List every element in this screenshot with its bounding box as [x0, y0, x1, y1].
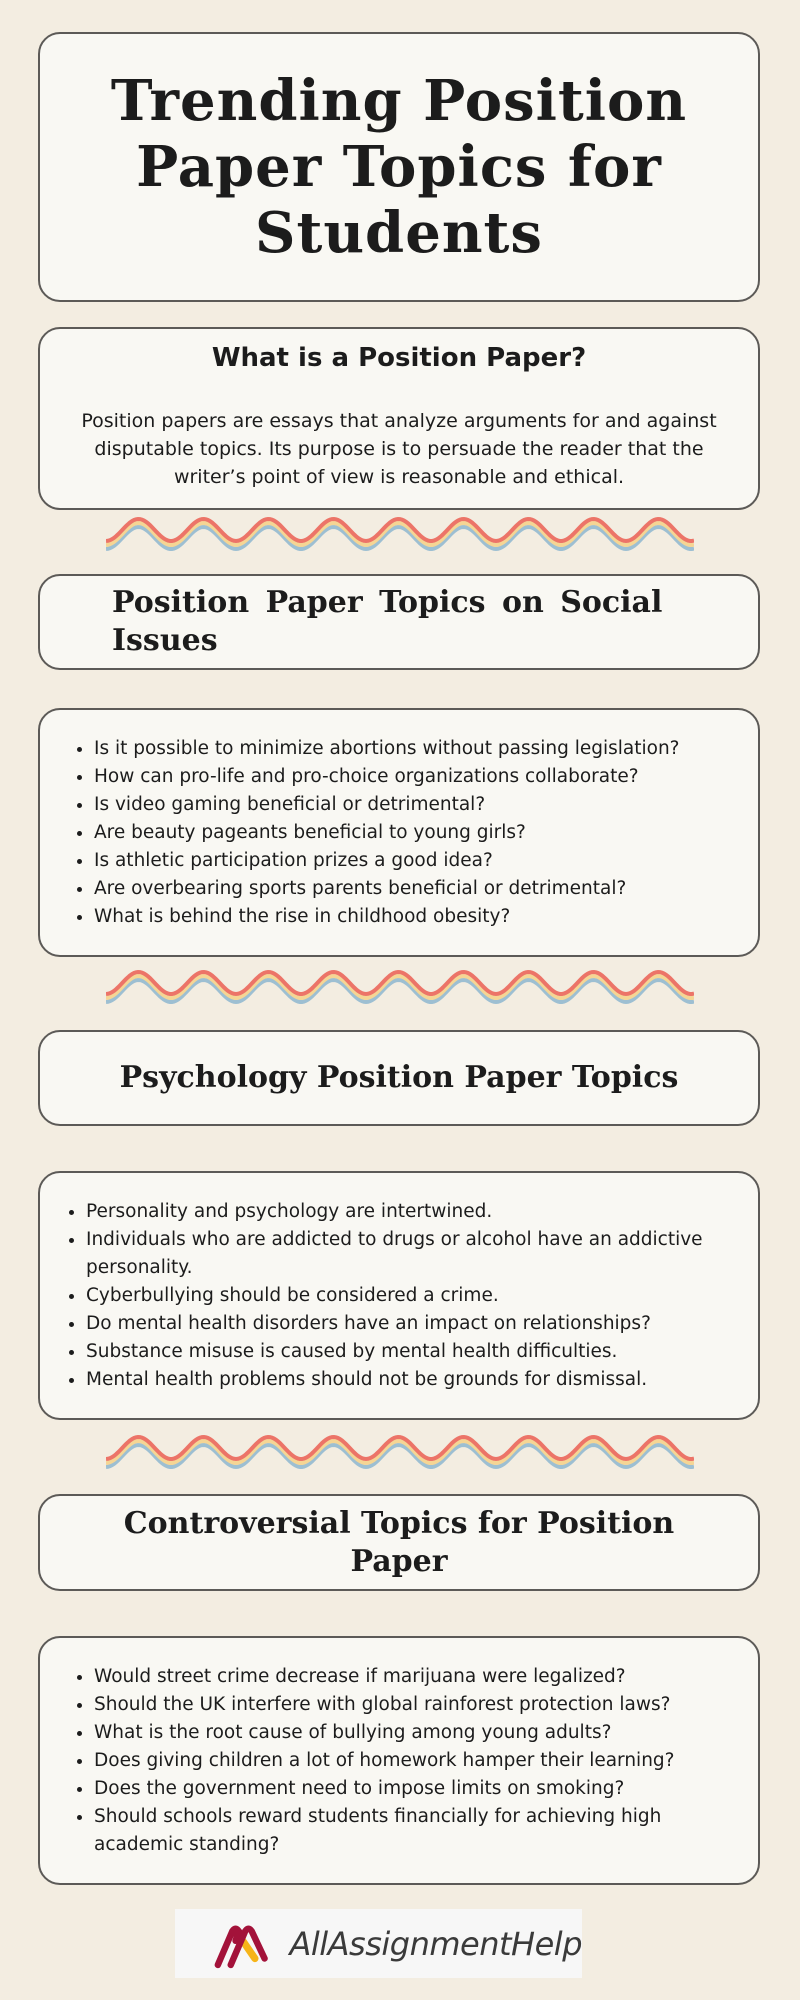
- section-heading-psychology: [38, 1030, 760, 1126]
- list-item: • How can pro-life and pro-choice organizations collaborate?: [94, 763, 680, 791]
- list-item: • Do mental health disorders have an impact on relationships?: [86, 1310, 738, 1338]
- list-card-social: [38, 708, 760, 957]
- topic-list: [40, 735, 700, 931]
- intro-card: [38, 327, 760, 510]
- section-title: Psychology Position Paper Topics: [119, 1060, 679, 1095]
- list-card-controversial: [38, 1636, 760, 1885]
- brand-logo: [175, 1909, 582, 1978]
- list-item: • Is athletic participation prizes a good idea?: [94, 847, 680, 875]
- page-title: Trending Position Paper Topics for Students: [110, 68, 688, 266]
- section-title: Position Paper Topics on Social Issues: [112, 585, 663, 658]
- title-card: [38, 32, 760, 302]
- topic-list: [40, 1198, 758, 1394]
- topic-list: [40, 1663, 758, 1859]
- list-item: • Should schools reward students financially for achieving high academic standing?: [94, 1803, 738, 1859]
- list-item: • Would street crime decrease if marijuana were legalized?: [94, 1663, 738, 1691]
- logo-mark-icon: [213, 1916, 277, 1972]
- list-item: • What is behind the rise in childhood obesity?: [94, 903, 680, 931]
- wave-divider: [106, 515, 694, 555]
- list-item: • Cyberbullying should be considered a crime.: [86, 1282, 738, 1310]
- list-item: • Individuals who are addicted to drugs or alcohol have an addictive personality.: [86, 1226, 738, 1282]
- section-heading-controversial: [38, 1494, 760, 1591]
- list-item: • Does the government need to impose limits on smoking?: [94, 1775, 738, 1803]
- list-item: • Substance misuse is caused by mental health difficulties.: [86, 1338, 738, 1366]
- wave-divider: [106, 1433, 694, 1473]
- list-card-psychology: [38, 1171, 760, 1420]
- logo-text: AllAssignmentHelp: [289, 1924, 582, 1963]
- list-item: • Are beauty pageants beneficial to young girls?: [94, 819, 680, 847]
- list-item: • Mental health problems should not be grounds for dismissal.: [86, 1366, 738, 1394]
- section-heading-social: [38, 574, 760, 670]
- section-title: Controversial Topics for Position Paper: [123, 1505, 675, 1579]
- list-item: • Personality and psychology are intertwined.: [86, 1198, 738, 1226]
- list-item: • Is it possible to minimize abortions without passing legislation?: [94, 735, 680, 763]
- list-item: • What is the root cause of bullying among young adults?: [94, 1719, 738, 1747]
- list-item: • Are overbearing sports parents beneficial or detrimental?: [94, 875, 680, 903]
- list-item: • Does giving children a lot of homework hamper their learning?: [94, 1747, 738, 1775]
- list-item: • Is video gaming beneficial or detrimental?: [94, 791, 680, 819]
- list-item: • Should the UK interfere with global rainforest protection laws?: [94, 1691, 738, 1719]
- intro-text: Position papers are essays that analyze arguments for and against disputable topics. Its purpose is to persuade the reader that the writer’s point of view is reasonable and ethical.: [81, 410, 717, 488]
- intro-heading: What is a Position Paper?: [211, 343, 587, 373]
- wave-divider: [106, 968, 694, 1008]
